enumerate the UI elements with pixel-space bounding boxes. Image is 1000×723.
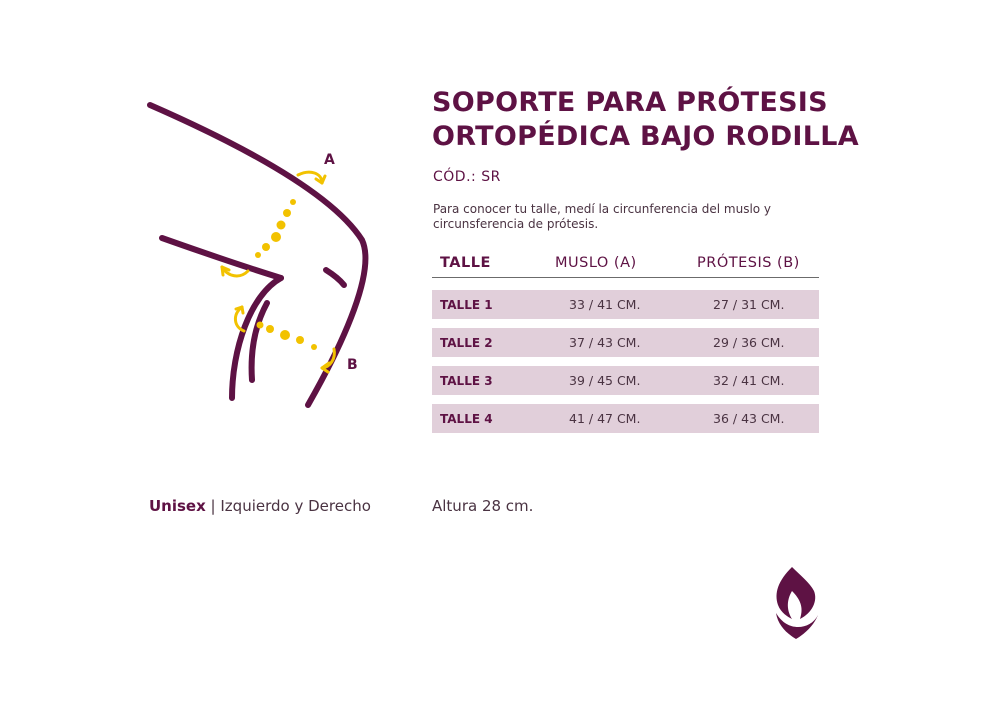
header-muslo: MUSLO (A) [555, 255, 637, 271]
cell-talle: TALLE 4 [440, 411, 493, 426]
kneecap-mark [326, 270, 344, 285]
cell-protesis: 27 / 31 CM. [713, 297, 785, 312]
size-table [432, 249, 819, 442]
title-line-1: SOPORTE PARA PRÓTESIS [432, 87, 828, 118]
header-talle: TALLE [440, 255, 491, 271]
cell-protesis: 36 / 43 CM. [713, 411, 785, 426]
product-code: CÓD.: SR [433, 169, 501, 185]
flame-drop-logo-icon [770, 563, 822, 641]
label-a: A [324, 152, 335, 168]
table-row [432, 290, 819, 319]
knee-measurement-diagram [140, 95, 380, 415]
cell-muslo: 39 / 45 CM. [569, 373, 641, 388]
gender-side-info [149, 497, 371, 515]
cell-muslo: 37 / 43 CM. [569, 335, 641, 350]
label-b: B [347, 357, 358, 373]
table-row [432, 328, 819, 357]
unisex-label: Unisex [149, 497, 206, 515]
header-protesis: PRÓTESIS (B) [697, 255, 800, 271]
cell-muslo: 33 / 41 CM. [569, 297, 641, 312]
socket-inner-line [252, 303, 267, 380]
size-instructions: Para conocer tu talle, medí la circunferencia del muslo y circunsferencia de prótesis. [433, 202, 772, 231]
table-row [432, 404, 819, 433]
cell-protesis: 32 / 41 CM. [713, 373, 785, 388]
size-table-header [432, 249, 819, 278]
cell-talle: TALLE 2 [440, 335, 493, 350]
product-title [432, 86, 892, 154]
title-line-2: ORTOPÉDICA BAJO RODILLA [432, 121, 859, 152]
size-table-body [432, 290, 819, 433]
height-info: Altura 28 cm. [432, 497, 534, 515]
cell-muslo: 41 / 47 CM. [569, 411, 641, 426]
side-label: | Izquierdo y Derecho [205, 497, 371, 515]
cell-talle: TALLE 3 [440, 373, 493, 388]
cell-protesis: 29 / 36 CM. [713, 335, 785, 350]
table-row [432, 366, 819, 395]
cell-talle: TALLE 1 [440, 297, 493, 312]
